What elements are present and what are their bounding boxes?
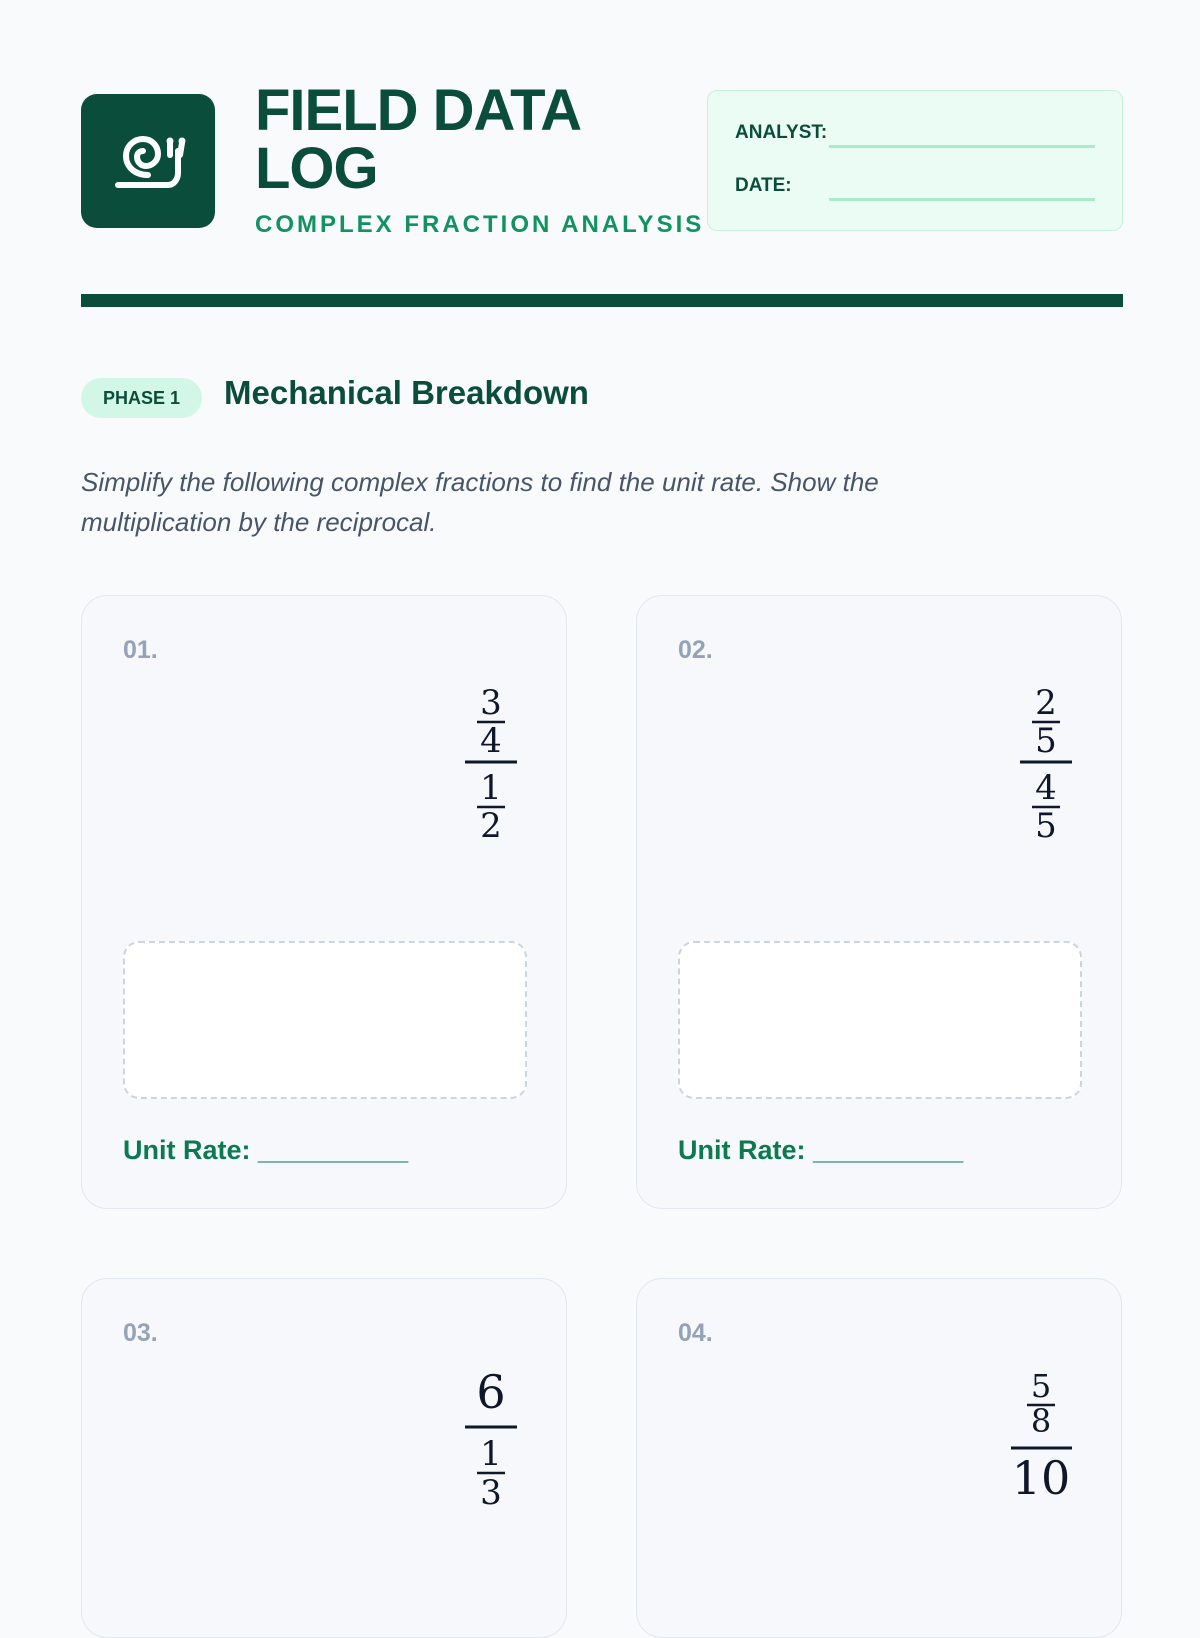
problem-number: 03. [123, 1319, 158, 1347]
work-area[interactable] [678, 941, 1082, 1099]
phase-title: Mechanical Breakdown [224, 374, 589, 411]
work-area[interactable] [123, 941, 527, 1099]
denominator: 10 [1011, 1451, 1071, 1505]
unit-rate-field[interactable]: Unit Rate: __________ [678, 1135, 964, 1165]
title-line-2: LOG [255, 136, 378, 201]
problem-number: 04. [678, 1319, 713, 1347]
analyst-row [735, 122, 1095, 144]
denominator-bottom: 5 [1035, 806, 1057, 846]
denominator-top: 1 [480, 768, 502, 808]
phase-badge: PHASE 1 [81, 378, 202, 418]
unit-rate-field[interactable]: Unit Rate: __________ [123, 1135, 409, 1165]
complex-fraction [637, 596, 1123, 896]
problem-number: 02. [678, 636, 713, 664]
problem-card-3 [81, 1278, 567, 1638]
analyst-field[interactable] [829, 145, 1095, 148]
numerator-bottom: 5 [1035, 721, 1057, 761]
problem-card-2 [636, 595, 1122, 1209]
problem-card-1 [81, 595, 567, 1209]
numerator-top: 5 [1030, 1367, 1052, 1405]
denominator-top: 4 [1035, 768, 1057, 808]
header-divider [81, 294, 1123, 307]
page-title [255, 78, 582, 201]
title-line-1: FIELD DATA [255, 78, 582, 143]
denominator-bottom: 2 [480, 806, 502, 846]
page-subtitle: COMPLEX FRACTION ANALYSIS [255, 211, 705, 238]
numerator: 6 [476, 1365, 506, 1419]
snail-icon [108, 121, 188, 201]
logo [81, 94, 215, 228]
date-field[interactable] [829, 198, 1095, 201]
numerator-top: 3 [480, 683, 502, 723]
complex-fraction [82, 1279, 568, 1579]
analyst-date-box [707, 90, 1123, 231]
problem-number: 01. [123, 636, 158, 664]
date-row [735, 175, 1095, 197]
numerator-top: 2 [1035, 683, 1057, 723]
numerator-bottom: 8 [1030, 1402, 1052, 1440]
complex-fraction [82, 596, 568, 896]
numerator-bottom: 4 [480, 721, 502, 761]
denominator-bottom: 3 [480, 1473, 502, 1513]
date-label: DATE: [735, 175, 792, 196]
instructions: Simplify the following complex fractions to find the unit rate. Show the multiplication by the reciprocal. [81, 467, 879, 537]
analyst-label: ANALYST: [735, 122, 828, 143]
denominator-top: 1 [480, 1434, 502, 1474]
problem-card-4 [636, 1278, 1122, 1638]
complex-fraction [637, 1279, 1123, 1579]
